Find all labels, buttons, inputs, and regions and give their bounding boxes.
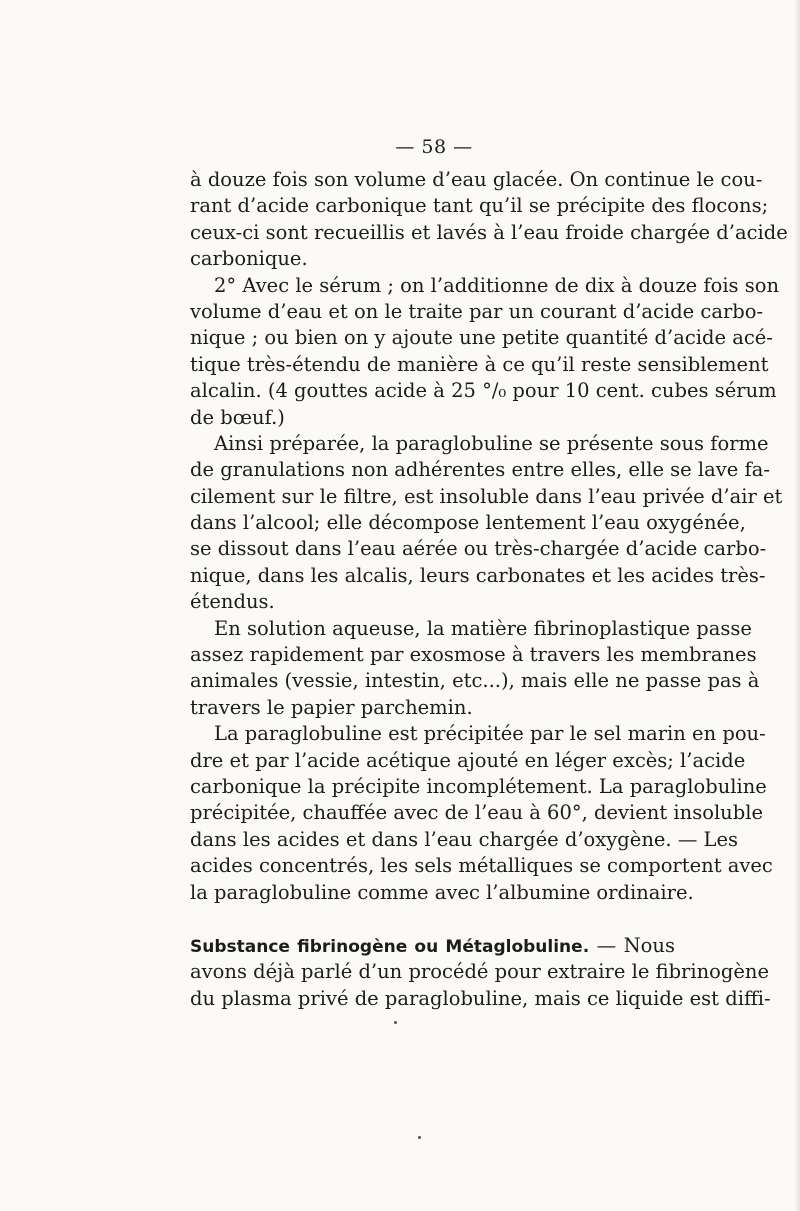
text-line: Ainsi préparée, la paraglobuline se présente sous forme	[214, 431, 769, 455]
text-line: dre et par l’acide acétique ajouté en léger excès; l’acide	[190, 748, 746, 772]
text-line	[190, 933, 675, 959]
text-line: tique très-étendu de manière à ce qu’il reste sensiblement	[190, 352, 769, 376]
text-line: nique ; ou bien on y ajoute une petite quantité d’acide acé-	[190, 326, 773, 350]
text-line: de bœuf.)	[190, 405, 285, 429]
page-number: — 58 —	[395, 136, 473, 158]
text-line: précipitée, chauffée avec de l’eau à 60°, devient insoluble	[190, 801, 764, 825]
section-heading-tail: — Nous	[596, 933, 675, 957]
text-line: à douze fois son volume d’eau glacée. On continue le cou-	[190, 168, 763, 191]
paragraph-continuation	[190, 167, 788, 273]
text-line: ceux-ci sont recueillis et lavés à l’eau froide chargée d’acide	[190, 220, 788, 244]
text-line: alcalin. (4 gouttes acide à 25 °/₀ pour 10 cent. cubes sérum	[190, 379, 777, 403]
paragraph-properties	[190, 431, 783, 616]
text-line: avons déjà parlé d’un procédé pour extraire le fibrinogène	[190, 960, 770, 984]
text-line: acides concentrés, les sels métalliques se comportent avec	[190, 854, 773, 878]
text-line: animales (vessie, intestin, etc...), mais elle ne passe pas à	[190, 669, 760, 693]
text-line: dans les acides et dans l’eau chargée d’oxygène. — Les	[190, 827, 739, 851]
text-line: du plasma privé de paraglobuline, mais ce liquide est diffi-	[190, 986, 771, 1010]
text-line: nique, dans les alcalis, leurs carbonates et les acides très-	[190, 563, 766, 587]
paragraph-precipitation	[190, 721, 773, 906]
paragraph-aqueous-solution	[190, 616, 760, 722]
text-line: 2° Avec le sérum ; on l’additionne de dix à douze fois son	[214, 273, 780, 297]
text-line: cilement sur le filtre, est insoluble dans l’eau privée d’air et	[190, 484, 783, 508]
text-line: étendus.	[190, 590, 275, 614]
section-fibrinogene	[190, 933, 771, 1012]
text-line: de granulations non adhérentes entre elles, elle se lave fa-	[190, 458, 770, 482]
section-heading: Substance fibrinogène ou Métaglobuline.	[190, 936, 590, 957]
text-line: La paraglobuline est précipitée par le sel marin en pou-	[214, 722, 766, 746]
body-text	[190, 167, 788, 1012]
text-line: se dissout dans l’eau aérée ou très-chargée d’acide carbo-	[190, 537, 767, 561]
text-line: En solution aqueuse, la matière fibrinoplastique passe	[214, 616, 752, 640]
print-speck	[394, 1021, 397, 1024]
text-line: dans l’alcool; elle décompose lentement l’eau oxygénée,	[190, 511, 746, 535]
print-speck	[418, 1136, 421, 1139]
paragraph-serum-method	[190, 273, 780, 431]
text-line: rant d’acide carbonique tant qu’il se précipite des flocons;	[190, 194, 769, 218]
page-edge-shadow	[794, 0, 800, 1211]
text-line: volume d’eau et on le traite par un courant d’acide carbo-	[190, 299, 764, 323]
text-line: travers le papier parchemin.	[190, 695, 473, 719]
text-line: la paraglobuline comme avec l’albumine ordinaire.	[190, 880, 694, 904]
text-line: carbonique.	[190, 247, 308, 271]
section-gap	[190, 906, 675, 933]
text-line: carbonique la précipite incomplétement. La paraglobuline	[190, 774, 767, 798]
text-line: assez rapidement par exosmose à travers les membranes	[190, 643, 757, 667]
